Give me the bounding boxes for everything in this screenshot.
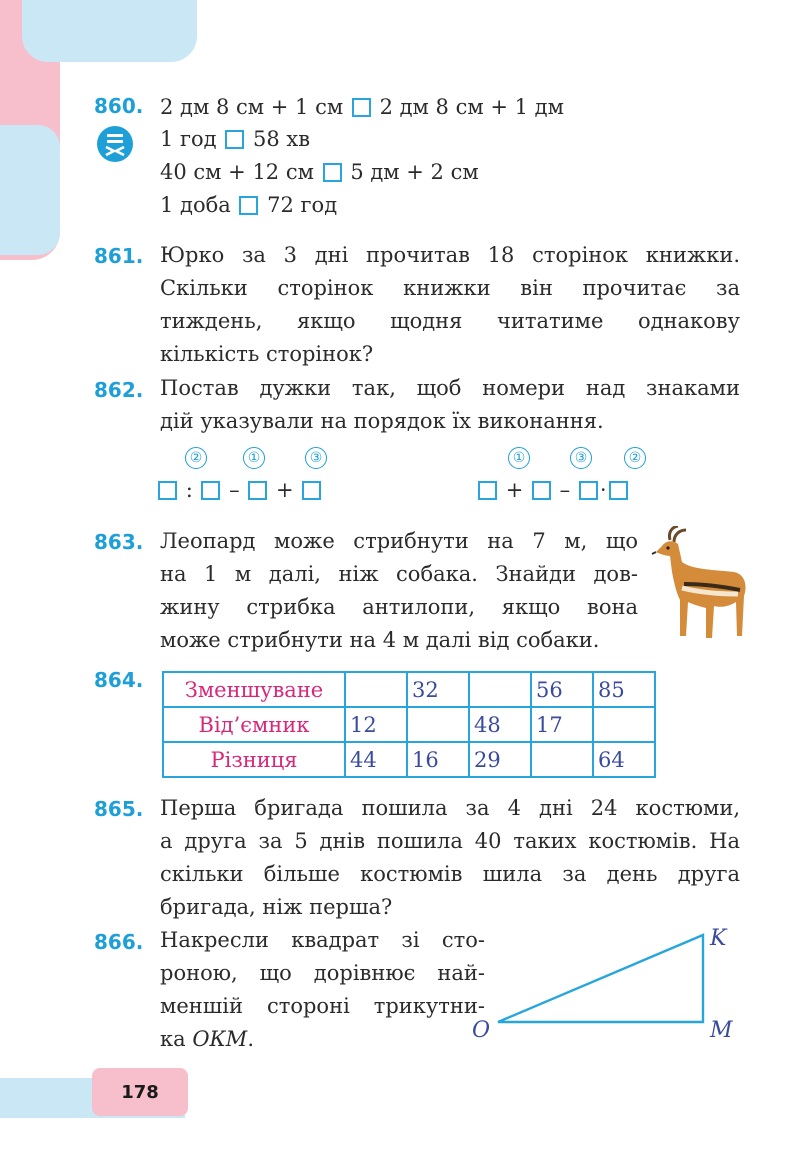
ex860-right: 2 дм 8 см + 1 дм xyxy=(379,95,564,119)
operator: : xyxy=(185,478,193,502)
table-row xyxy=(163,672,655,707)
row-header: Різниця xyxy=(163,742,345,777)
table-row xyxy=(163,742,655,777)
ex862-expression-1 xyxy=(156,478,323,502)
text-line: меншій стороні трикутни- xyxy=(160,994,485,1018)
exercise-863-number: 863. xyxy=(94,530,144,554)
compare-box[interactable] xyxy=(323,163,342,182)
exercise-860-number: 860. xyxy=(94,94,144,118)
ex860-left: 2 дм 8 см + 1 см xyxy=(160,95,344,119)
ex860-left: 40 см + 12 см xyxy=(160,160,314,184)
text-line xyxy=(160,1023,485,1056)
text-line: Юрко за 3 дні прочитав 18 сторінок книжки. xyxy=(160,243,740,267)
table-cell xyxy=(531,742,593,777)
text-line: може стрибнути на 4 м далі від собаки. xyxy=(160,628,600,652)
compare-box[interactable] xyxy=(239,196,258,215)
ex860-left: 1 доба xyxy=(160,193,231,217)
answer-box[interactable] xyxy=(302,481,321,500)
operator: + xyxy=(276,478,294,502)
answer-box[interactable] xyxy=(158,481,177,500)
text-line: на 1 м далі, ніж собака. Знайди дов- xyxy=(160,562,638,586)
antelope-illustration xyxy=(648,526,752,642)
ex860-row-4 xyxy=(160,189,337,222)
text-line: дій указували на порядок їх виконання. xyxy=(160,409,604,433)
answer-box[interactable] xyxy=(201,481,220,500)
text-line: Накресли квадрат зі сто- xyxy=(160,928,485,952)
text-line: кількість сторінок? xyxy=(160,342,374,366)
row-header: Зменшуване xyxy=(163,672,345,707)
answer-box[interactable] xyxy=(248,481,267,500)
page-tab-blue-side xyxy=(0,125,60,255)
text-fragment: ка xyxy=(160,1027,193,1051)
text-line: жину стрибка антилопи, якщо вона xyxy=(160,595,638,619)
answer-box[interactable] xyxy=(579,481,598,500)
row-header: Від’ємник xyxy=(163,707,345,742)
vertex-label-k: K xyxy=(710,926,727,951)
text-line: Леопард може стрибнути на 7 м, що xyxy=(160,529,638,553)
table-cell: 85 xyxy=(593,672,655,707)
triangle-okm xyxy=(498,935,703,1022)
exercise-864-number: 864. xyxy=(94,668,144,692)
table-cell xyxy=(469,672,531,707)
text-line: Перша бригада пошила за 4 дні 24 костюми, xyxy=(160,796,740,820)
exercise-862-number: 862. xyxy=(94,378,144,402)
table-cell xyxy=(407,707,469,742)
exercise-861-number: 861. xyxy=(94,244,144,268)
order-marker: ① xyxy=(243,447,265,469)
order-marker: ② xyxy=(624,447,646,469)
page-number: 178 xyxy=(92,1068,188,1116)
table-cell: 64 xyxy=(593,742,655,777)
text-line: бригада, ніж перша? xyxy=(160,895,393,919)
order-marker: ③ xyxy=(305,447,327,469)
table-cell: 44 xyxy=(345,742,407,777)
table-cell: 17 xyxy=(531,707,593,742)
order-marker: ③ xyxy=(570,447,592,469)
table-cell xyxy=(345,672,407,707)
answer-box[interactable] xyxy=(532,481,551,500)
compare-symbol-icon xyxy=(96,125,134,163)
ex865-text xyxy=(160,792,740,924)
answer-box[interactable] xyxy=(478,481,497,500)
text-line: а друга за 5 днів пошила 40 таких костюмів. На xyxy=(160,829,740,853)
compare-box[interactable] xyxy=(352,98,371,117)
ex860-right: 58 хв xyxy=(253,127,311,151)
text-line: Постав дужки так, щоб номери над знаками xyxy=(160,376,740,400)
ex862-expression-2 xyxy=(476,478,630,502)
table-row xyxy=(163,707,655,742)
table-cell: 48 xyxy=(469,707,531,742)
text-line: роною, що дорівнює най- xyxy=(160,961,485,985)
exercise-866-number: 866. xyxy=(94,930,144,954)
ex860-row-1 xyxy=(160,91,564,124)
ex861-text xyxy=(160,239,740,371)
compare-box[interactable] xyxy=(225,130,244,149)
text-fragment: . xyxy=(247,1027,254,1051)
table-cell: 32 xyxy=(407,672,469,707)
order-marker: ① xyxy=(508,447,530,469)
triangle-name: ОКМ xyxy=(192,1027,248,1051)
ex860-row-2 xyxy=(160,123,310,156)
table-cell xyxy=(593,707,655,742)
text-line: тиждень, якщо щодня читатиме однакову xyxy=(160,309,740,333)
table-cell: 56 xyxy=(531,672,593,707)
order-marker: ② xyxy=(185,447,207,469)
operator: – xyxy=(559,478,571,502)
page-tab-blue-top xyxy=(22,0,197,62)
ex866-text xyxy=(160,924,485,1056)
ex862-text xyxy=(160,372,740,438)
table-cell: 29 xyxy=(469,742,531,777)
answer-box[interactable] xyxy=(609,481,628,500)
operator: · xyxy=(599,478,607,502)
operator: + xyxy=(505,478,524,502)
vertex-label-m: M xyxy=(710,1018,733,1043)
table-cell: 16 xyxy=(407,742,469,777)
text-line: скільки більше костюмів шила за день друга xyxy=(160,862,740,886)
subtraction-table xyxy=(162,671,656,778)
ex860-right: 72 год xyxy=(267,193,338,217)
ex860-right: 5 дм + 2 см xyxy=(350,160,479,184)
triangle-okm-diagram xyxy=(470,925,750,1045)
exercise-865-number: 865. xyxy=(94,797,144,821)
table-cell: 12 xyxy=(345,707,407,742)
ex860-row-3 xyxy=(160,156,479,189)
vertex-label-o: O xyxy=(472,1018,491,1043)
operator: – xyxy=(229,478,240,502)
ex860-left: 1 год xyxy=(160,127,217,151)
text-line: Скільки сторінок книжки він прочитає за xyxy=(160,276,740,300)
ex863-text xyxy=(160,525,638,657)
